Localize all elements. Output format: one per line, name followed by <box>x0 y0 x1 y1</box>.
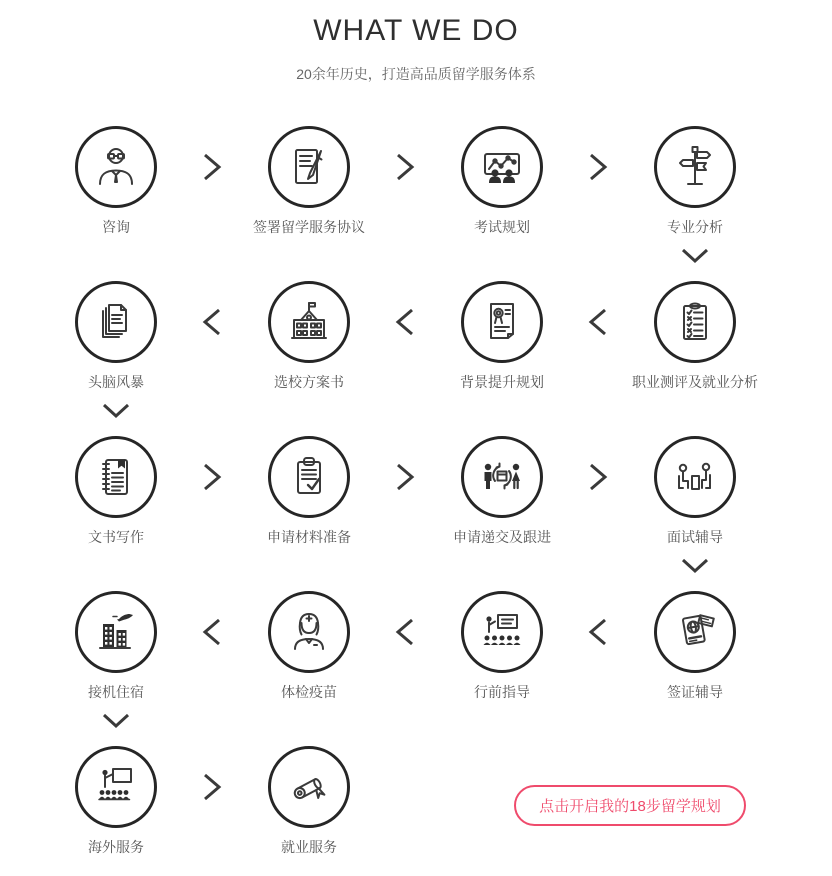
step-service-agreement <box>214 126 404 237</box>
step-career-assessment <box>600 281 790 392</box>
circle-frame <box>75 746 157 828</box>
circle-frame <box>654 436 736 518</box>
flow-arrow-right-icon <box>587 462 609 492</box>
flow-arrow-right-icon <box>394 462 416 492</box>
step-pre-departure-guidance <box>407 591 597 702</box>
circle-frame <box>461 281 543 363</box>
flow-arrow-down-icon <box>101 712 131 730</box>
flow-arrow-right-icon <box>394 152 416 182</box>
step-medical-vaccination <box>214 591 404 702</box>
circle-frame <box>268 126 350 208</box>
flow-arrow-right-icon <box>201 462 223 492</box>
step-label: 职业测评及就业分析 <box>632 374 758 390</box>
step-career-service <box>214 746 404 857</box>
step-label: 就业服务 <box>281 839 337 855</box>
briefing-audience-icon <box>478 608 526 656</box>
circle-frame <box>75 436 157 518</box>
school-building-icon <box>285 298 333 346</box>
step-label: 体检疫苗 <box>281 684 337 700</box>
step-label: 申请递交及跟进 <box>453 529 551 545</box>
circle-frame <box>461 126 543 208</box>
notebook-writing-icon <box>92 453 140 501</box>
step-school-selection-plan <box>214 281 404 392</box>
flow-arrow-down-icon <box>101 402 131 420</box>
section-subtitle: 20余年历史，打造高品质留学服务体系 <box>296 66 536 82</box>
cta-button[interactable]: 点击开启我的18步留学规划 <box>514 785 746 826</box>
flow-arrow-right-icon <box>201 152 223 182</box>
flow-arrow-left-icon <box>587 307 609 337</box>
step-application-submission <box>407 436 597 547</box>
circle-frame <box>75 126 157 208</box>
circle-frame <box>268 746 350 828</box>
step-essay-writing <box>21 436 211 547</box>
circle-frame <box>654 126 736 208</box>
flow-arrow-left-icon <box>201 307 223 337</box>
documents-stack-icon <box>92 298 140 346</box>
flow-arrow-right-icon <box>201 772 223 802</box>
step-major-analysis <box>600 126 790 237</box>
step-label: 行前指导 <box>474 684 530 700</box>
signpost-icon <box>671 143 719 191</box>
flow-arrow-left-icon <box>394 617 416 647</box>
circle-frame <box>461 591 543 673</box>
step-interview-coaching <box>600 436 790 547</box>
circle-frame <box>268 591 350 673</box>
step-label: 考试规划 <box>474 219 530 235</box>
step-background-improvement <box>407 281 597 392</box>
step-label: 选校方案书 <box>274 374 344 390</box>
step-brainstorm <box>21 281 211 392</box>
interview-desk-icon <box>671 453 719 501</box>
step-label: 申请材料准备 <box>267 529 351 545</box>
diploma-scroll-icon <box>285 763 333 811</box>
submission-cycle-icon <box>478 453 526 501</box>
circle-frame <box>75 281 157 363</box>
nurse-icon <box>285 608 333 656</box>
step-label: 签署留学服务协议 <box>253 219 365 235</box>
consultant-icon <box>92 143 140 191</box>
step-label: 背景提升规划 <box>460 374 544 390</box>
flow-arrow-left-icon <box>587 617 609 647</box>
circle-frame <box>75 591 157 673</box>
assessment-checklist-icon <box>671 298 719 346</box>
step-label: 头脑风暴 <box>88 374 144 390</box>
step-label: 签证辅导 <box>667 684 723 700</box>
circle-frame <box>654 591 736 673</box>
step-label: 咨询 <box>102 219 130 235</box>
flow-arrow-right-icon <box>587 152 609 182</box>
step-overseas-service <box>21 746 211 857</box>
flow-arrow-left-icon <box>394 307 416 337</box>
circle-frame <box>268 281 350 363</box>
exam-planning-chart-icon <box>478 143 526 191</box>
certificate-icon <box>478 298 526 346</box>
flow-arrow-left-icon <box>201 617 223 647</box>
section-title: WHAT WE DO <box>313 14 519 47</box>
flow-arrow-down-icon <box>680 557 710 575</box>
step-label: 面试辅导 <box>667 529 723 545</box>
step-label: 接机住宿 <box>88 684 144 700</box>
contract-signing-icon <box>285 143 333 191</box>
clipboard-check-icon <box>285 453 333 501</box>
step-label: 专业分析 <box>667 219 723 235</box>
step-airport-pickup-housing <box>21 591 211 702</box>
step-visa-coaching <box>600 591 790 702</box>
circle-frame <box>654 281 736 363</box>
step-consultation <box>21 126 211 237</box>
circle-frame <box>461 436 543 518</box>
circle-frame <box>268 436 350 518</box>
step-exam-planning <box>407 126 597 237</box>
flow-arrow-down-icon <box>680 247 710 265</box>
passport-icon <box>671 608 719 656</box>
step-label: 文书写作 <box>88 529 144 545</box>
plane-buildings-icon <box>92 608 140 656</box>
overseas-lecture-icon <box>92 763 140 811</box>
step-application-materials <box>214 436 404 547</box>
step-label: 海外服务 <box>88 839 144 855</box>
